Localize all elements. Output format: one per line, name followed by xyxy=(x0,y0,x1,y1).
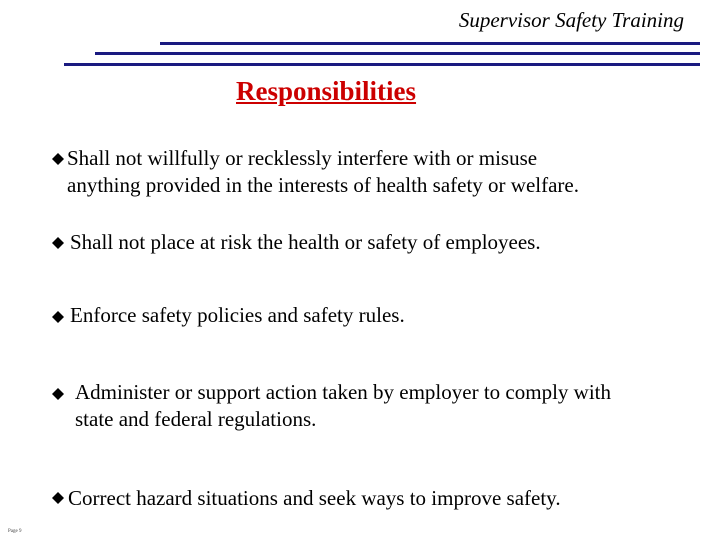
header-rule xyxy=(160,42,700,45)
diamond-bullet-icon xyxy=(52,492,64,504)
bullet-text: Shall not place at risk the health or safety of employees. xyxy=(70,230,541,254)
bullet-text: anything provided in the interests of health safety or welfare. xyxy=(67,173,579,197)
header-rule xyxy=(95,52,700,55)
diamond-bullet-icon xyxy=(52,388,64,400)
bullet-text: Enforce safety policies and safety rules. xyxy=(70,303,405,327)
header-title: Supervisor Safety Training xyxy=(458,8,684,32)
bullet-text: Correct hazard situations and seek ways to improve safety. xyxy=(68,486,561,510)
page-number: Page 9 xyxy=(8,529,22,534)
header-rule xyxy=(64,63,700,66)
slide-title: Responsibilities xyxy=(236,76,417,106)
diamond-bullet-icon xyxy=(52,311,64,323)
bullet-text: Shall not willfully or recklessly interfere with or misuse xyxy=(67,146,538,170)
diamond-bullet-icon xyxy=(52,153,64,165)
bullet-text: Administer or support action taken by employer to comply with xyxy=(75,380,611,404)
bullet-text: state and federal regulations. xyxy=(75,407,317,431)
diamond-bullet-icon xyxy=(52,237,64,249)
